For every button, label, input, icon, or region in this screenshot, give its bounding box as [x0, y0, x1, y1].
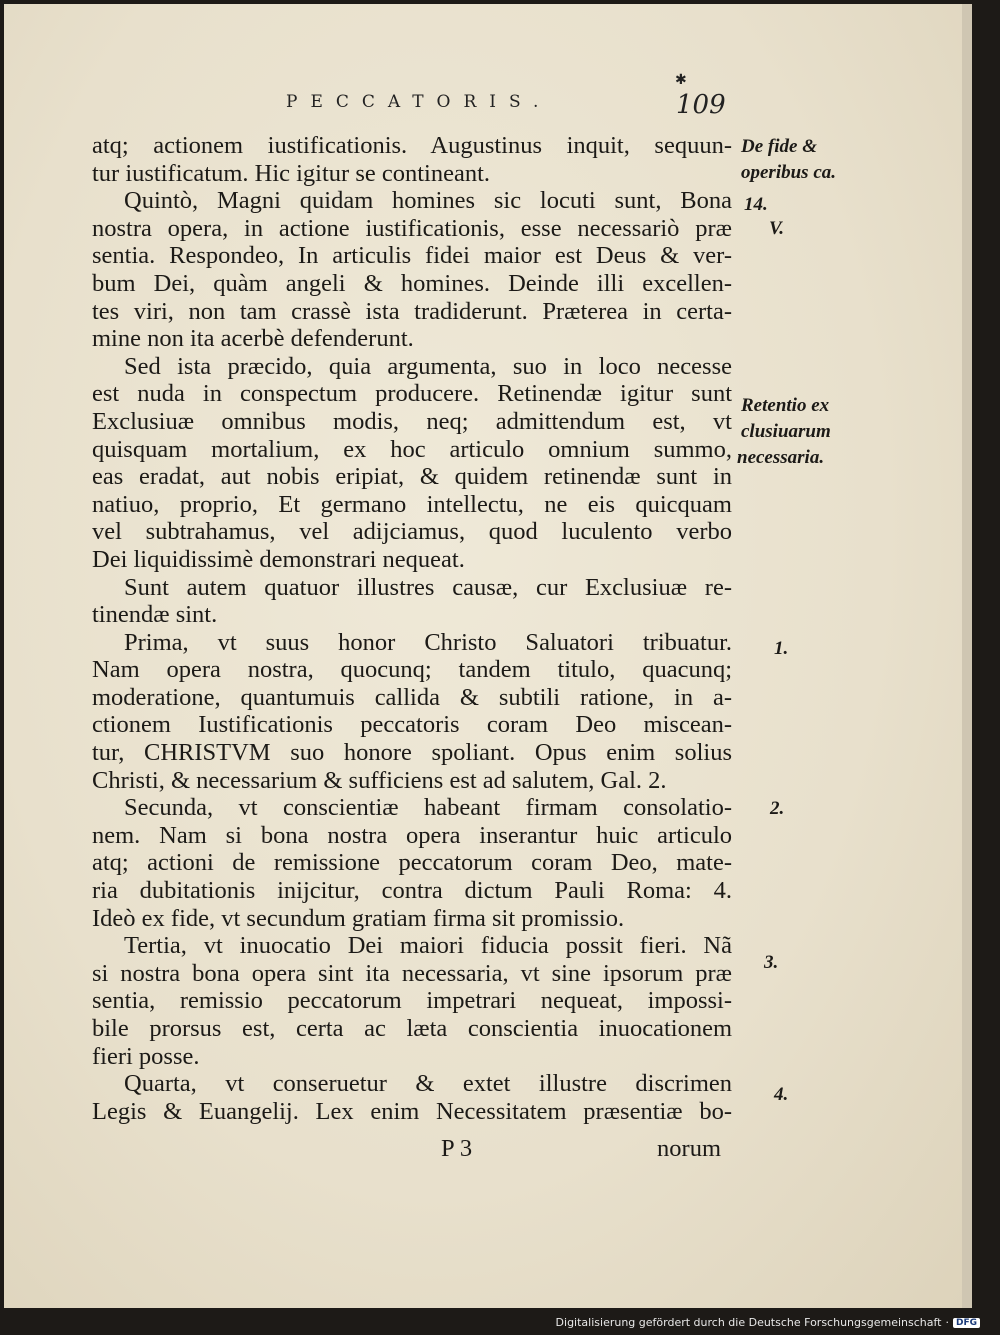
credit-text: Digitalisierung gefördert durch die Deutsche Forschungsgemeinschaft [555, 1316, 942, 1329]
book-page [4, 4, 972, 1308]
text-line: Dei liquidissimè demonstrari nequeat. [92, 545, 465, 573]
text-line: atq; actionem iustificationis. Augustinus inquit, sequun- [92, 132, 732, 159]
text-line: Christi, & necessarium & sufficiens est ad salutem, Gal. 2. [92, 766, 667, 794]
text-line: Secunda, vt conscientiæ habeant firmam consolatio- [124, 794, 732, 822]
digitization-credit [556, 1316, 980, 1329]
margin-note: 14. [744, 194, 768, 215]
catchword: norum [657, 1135, 721, 1162]
credit-separator: · [945, 1316, 949, 1329]
text-line: moderatione, quantumuis callida & subtili ratione, in a- [92, 683, 732, 711]
text-line: eas eradat, aut nobis eripiat, & quidem retinendæ sunt in [92, 463, 732, 491]
text-line: Quarta, vt conseruetur & extet illustre discrimen [124, 1070, 732, 1098]
margin-note: clusiuarum [741, 421, 831, 442]
margin-note: 3. [764, 952, 779, 973]
text-line: nostra opera, in actione iustificationis, esse necessariò præ [92, 214, 732, 242]
text-line: bile prorsus est, certa ac læta conscientia inuocationem [92, 1015, 732, 1042]
margin-note: 1. [774, 638, 789, 659]
printer-mark: ✱ [675, 72, 687, 88]
text-line: Sed ista præcido, quia argumenta, suo in loco necesse [124, 352, 732, 380]
margin-note: Retentio ex [741, 395, 830, 416]
dfg-logo: DFG [953, 1318, 980, 1328]
running-title: PECCATORIS. [286, 92, 552, 112]
text-line: Quintò, Magni quidam homines sic locuti sunt, Bona [124, 187, 732, 215]
margin-note: necessaria. [737, 447, 825, 468]
margin-note: De fide & [741, 136, 817, 157]
text-line: ria dubitationis inijcitur, contra dictum Pauli Roma: 4. [92, 877, 732, 905]
text-line: Tertia, vt inuocatio Dei maiori fiducia possit fieri. Nã [124, 932, 732, 960]
margin-note: operibus ca. [741, 162, 836, 183]
page-number: 109 [676, 90, 726, 120]
text-line: est nuda in conspectum producere. Retinendæ igitur sunt [92, 380, 732, 408]
margin-note: 2. [770, 798, 785, 819]
text-line: Nam opera nostra, quocunq; tandem titulo, quacunq; [92, 656, 732, 684]
text-line: Exclusiuæ omnibus modis, neq; admittendum est, vt [92, 407, 732, 435]
text-line: tur iustificatum. Hic igitur se contineant. [92, 159, 491, 187]
text-line: atq; actioni de remissione peccatorum coram Deo, mate- [92, 849, 732, 877]
text-line: ctionem Iustificationis peccatoris coram Deo miscean- [92, 711, 732, 739]
text-line: sentia. Respondeo, In articulis fidei maior est Deus & ver- [92, 242, 732, 270]
signature-mark: P 3 [441, 1135, 473, 1162]
text-line: nem. Nam si bona nostra opera inserantur huic articulo [92, 821, 732, 849]
text-line: sentia, remissio peccatorum impetrari nequeat, impossi- [92, 987, 732, 1015]
text-line: tinendæ sint. [92, 601, 218, 629]
text-line: natiuo, proprio, Et germano intellectu, ne eis quicquam [92, 490, 732, 518]
text-line: Ideò ex fide, vt secundum gratiam firma sit promissio. [92, 904, 625, 932]
text-line: tes viri, non tam crassè ista tradiderunt. Præterea in certa- [92, 297, 732, 325]
text-line: Sunt autem quatuor illustres causæ, cur Exclusiuæ re- [124, 573, 732, 601]
text-line: si nostra bona opera sint ita necessaria, vt sine ipsorum præ [92, 959, 732, 987]
text-line: quisquam mortalium, ex hoc articulo omnium summo, [92, 435, 732, 463]
text-line: mine non ita acerbè defenderunt. [92, 325, 414, 353]
text-line: fieri posse. [92, 1042, 200, 1070]
text-line: tur, CHRISTVM suo honore spoliant. Opus enim solius [92, 739, 732, 767]
text-line: bum Dei, quàm angeli & homines. Deinde illi excellen- [92, 269, 732, 297]
text-line: vel subtrahamus, vel adijciamus, quod luculento verbo [92, 518, 732, 546]
text-line: Legis & Euangelij. Lex enim Necessitatem præsentiæ bo- [92, 1097, 732, 1125]
margin-note: 4. [774, 1084, 789, 1105]
margin-note: V. [769, 218, 784, 239]
body-text [92, 132, 732, 1125]
text-line: Prima, vt suus honor Christo Saluatori tribuatur. [124, 628, 732, 656]
